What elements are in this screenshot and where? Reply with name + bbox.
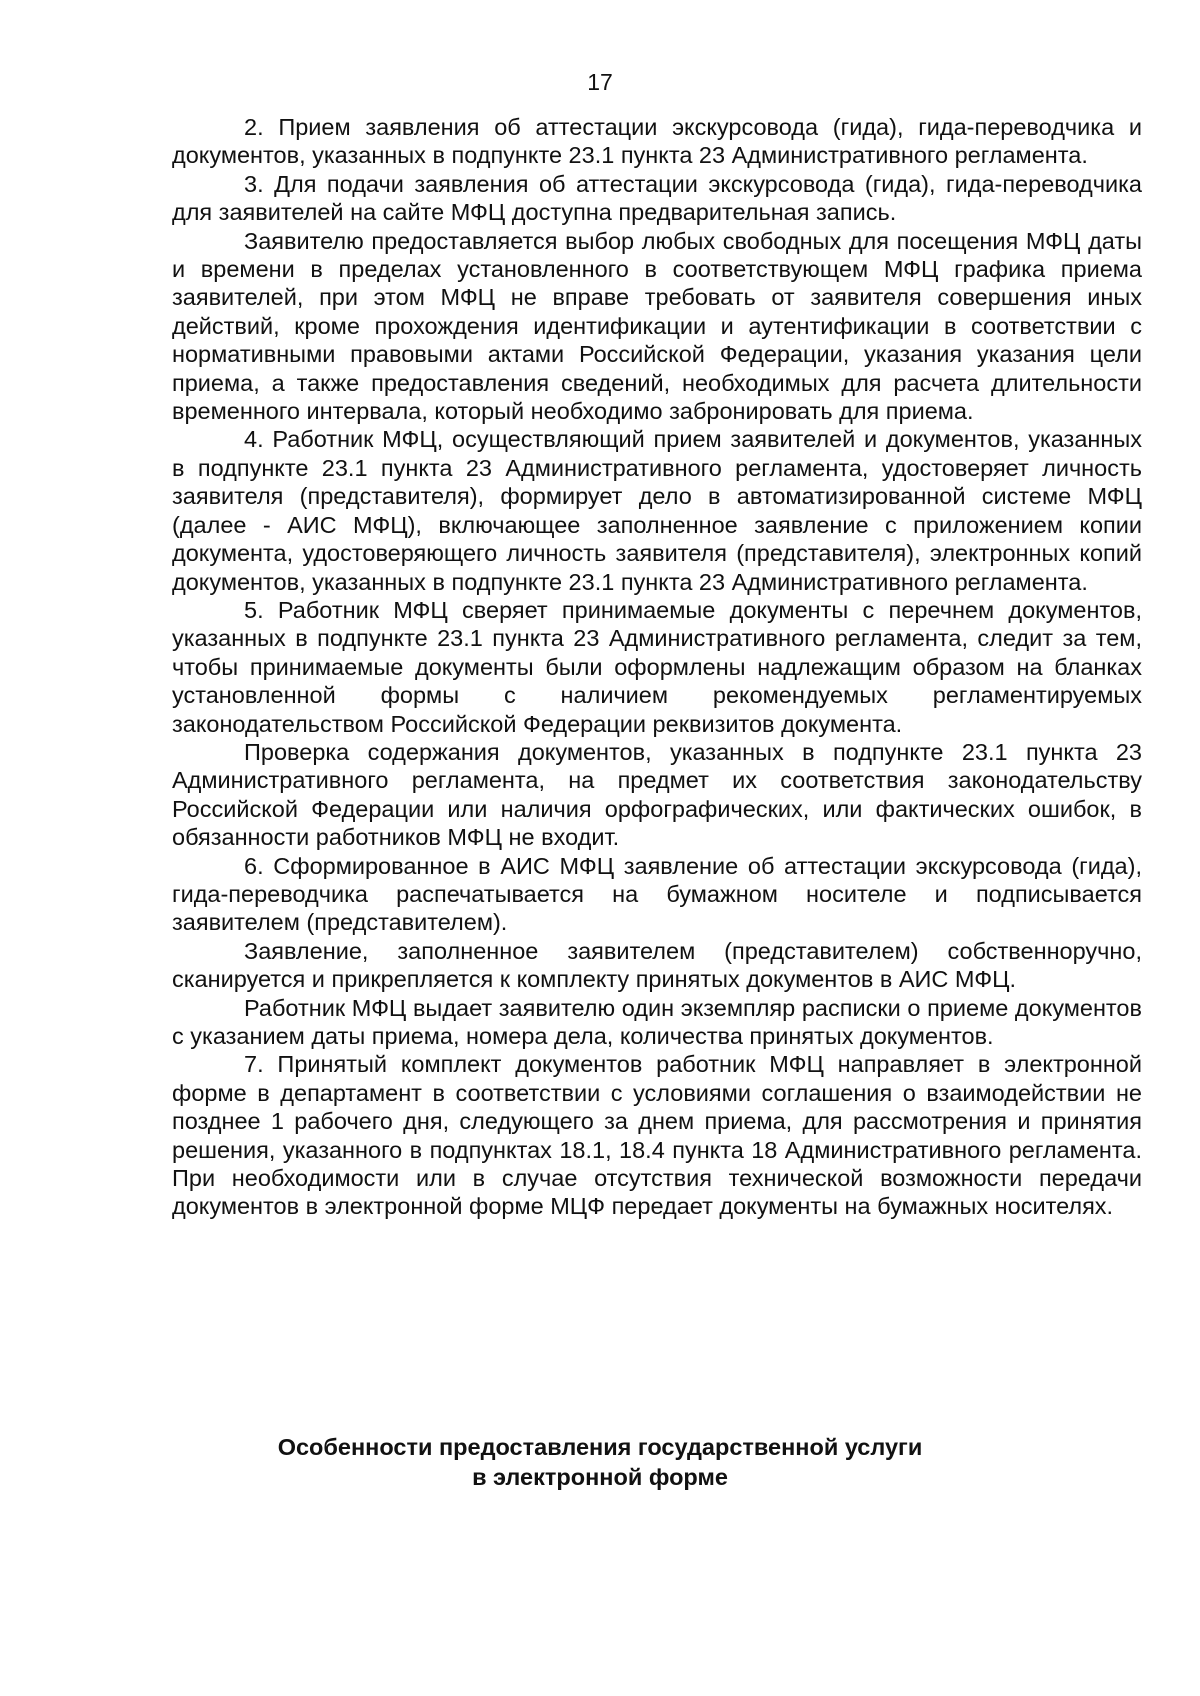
paragraph-item-4-mfc-worker: 4. Работник МФЦ, осуществляющий прием заявителей и документов, указанных в подпункте 23.1 пункта 23 Административного регламента, удостоверяет личность заявителя (представителя), формирует дело в автоматизированной системе МФЦ (далее - АИС МФЦ), включающее заполненное заявление с приложением копии документа, удостоверяющего личность заявителя (представителя), электронных копий документов, указанных в подпункте 23.1 пункта 23 Административного регламента.	[172, 426, 1142, 595]
paragraph-content-verification: Проверка содержания документов, указанных в подпункте 23.1 пункта 23 Административного регламента, на предмет их соответствия законодательству Российской Федерации или наличия орфографических, или фактических ошибок, в обязанности работников МФЦ не входит.	[172, 738, 1142, 851]
paragraph-item-7-transfer: 7. Принятый комплект документов работник МФЦ направляет в электронной форме в департамент в соответствии с условиями соглашения о взаимодействии не позднее 1 рабочего дня, следующего за днем приема, для рассмотрения и принятия решения, указанного в подпунктах 18.1, 18.4 пункта 18 Административного регламента. При необходимости или в случае отсутствия технической возможности передачи документов в электронной форме МЦФ передает документы на бумажных носителях.	[172, 1051, 1142, 1220]
section-heading-line-1: Особенности предоставления государственной услуги	[277, 1434, 923, 1460]
document-body	[172, 113, 1142, 1221]
paragraph-item-5-document-check: 5. Работник МФЦ сверяет принимаемые документы с перечнем документов, указанных в подпункте 23.1 пункта 23 Административного регламента, следит за тем, чтобы принимаемые документы были оформлены надлежащим образом на бланках установленной формы с наличием рекомендуемых регламентируемых законодательством Российской Федерации реквизитов документа.	[172, 596, 1142, 737]
paragraph-time-choice: Заявителю предоставляется выбор любых свободных для посещения МФЦ даты и времени в пределах установленного в соответствующем МФЦ графика приема заявителей, при этом МФЦ не вправе требовать от заявителя совершения иных действий, кроме прохождения идентификации и аутентификации в соответствии с нормативными правовыми актами Российской Федерации, указания указания цели приема, а также предоставления сведений, необходимых для расчета длительности временного интервала, который необходимо забронировать для приема.	[172, 227, 1142, 425]
paragraph-item-6-printing: 6. Сформированное в АИС МФЦ заявление об аттестации экскурсовода (гида), гида-переводчика распечатывается на бумажном носителе и подписывается заявителем (представителем).	[172, 852, 1142, 936]
section-heading	[0, 1432, 1200, 1492]
paragraph-item-3-appointment: 3. Для подачи заявления об аттестации экскурсовода (гида), гида-переводчика для заявителей на сайте МФЦ доступна предварительная запись.	[172, 170, 1142, 226]
paragraph-scanning: Заявление, заполненное заявителем (представителем) собственноручно, сканируется и прикрепляется к комплекту принятых документов в АИС МФЦ.	[172, 937, 1142, 993]
paragraph-item-2-reception: 2. Прием заявления об аттестации экскурсовода (гида), гида-переводчика и документов, указанных в подпункте 23.1 пункта 23 Административного регламента.	[172, 114, 1142, 169]
paragraph-receipt: Работник МФЦ выдает заявителю один экземпляр расписки о приеме документов с указанием даты приема, номера дела, количества принятых документов.	[172, 994, 1142, 1049]
page-number: 17	[587, 69, 613, 95]
section-heading-line-2: в электронной форме	[472, 1464, 728, 1490]
